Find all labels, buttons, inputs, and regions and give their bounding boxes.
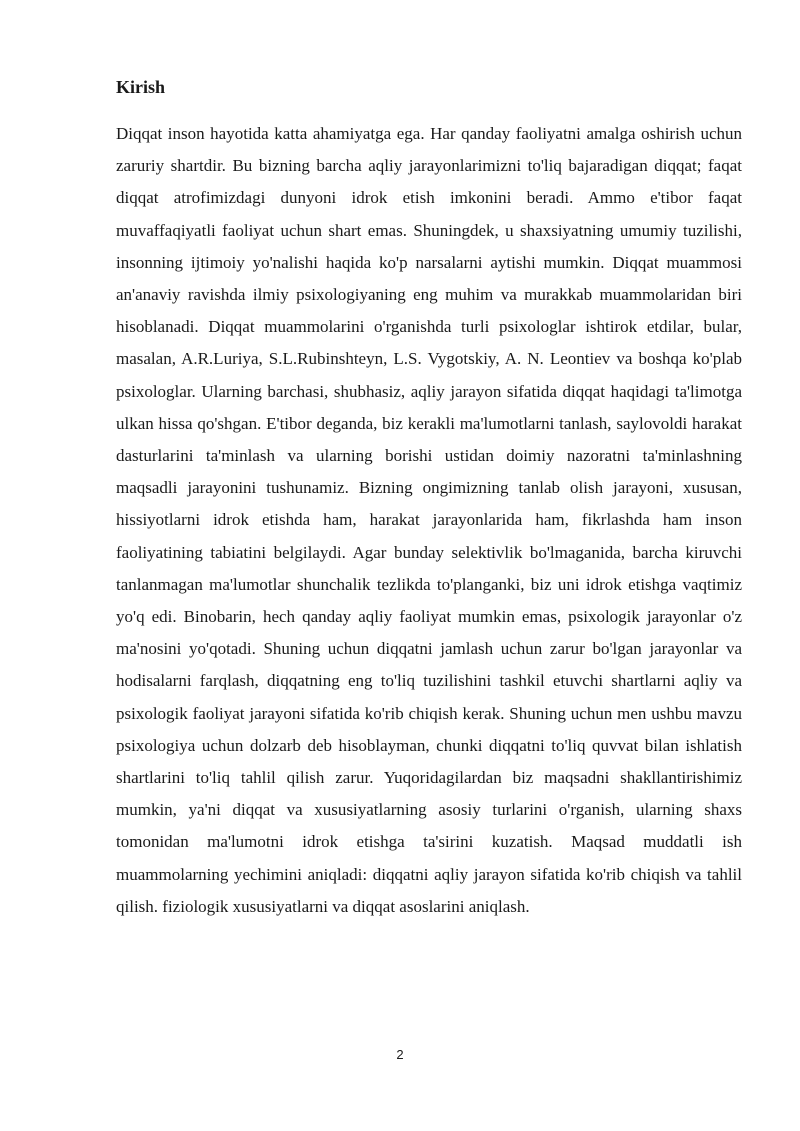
section-heading: Kirish bbox=[116, 77, 166, 97]
page-number: 2 bbox=[396, 1047, 404, 1062]
body-paragraph: Diqqat inson hayotida katta ahamiyatga ega. Har qanday faoliyatni amalga oshirish uchun zaruriy shartdir. Bu bizning barcha aqliy jarayonlarimizni to'liq bajaradigan diqqat; faqat diqqat atrofimizdagi dunyoni idrok etish imkonini beradi. Ammo e'tibor faqat muvaffaqiyatli faoliyat uchun shart emas. Shuningdek, u shaxsiyatning umumiy tuzilishi, insonning ijtimoiy yo'nalishi haqida ko'p narsalarni aytishi mumkin. Diqqat muammosi an'anaviy ravishda ilmiy psixologiyaning eng muhim va murakkab muammolaridan biri hisoblanadi. Diqqat muammolarini o'rganishda turli psixologlar ishtirok etdilar, bular, masalan, A.R.Luriya, S.L.Rubinshteyn, L.S. Vygotskiy, A. N. Leontiev va boshqa ko'plab psixologlar. Ularning barchasi, shubhasiz, aqliy jarayon sifatida diqqat haqidagi ta'limotga ulkan hissa qo'shgan. E'tibor deganda, biz kerakli ma'lumotlarni tanlash, saylovoldi harakat dasturlarini ta'minlash va ularning borishi ustidan doimiy nazoratni ta'minlashning maqsadli jarayonini tushunamiz. Bizning ongimizning tanlab olish jarayoni, xususan, hissiyotlarni idrok etishda ham, harakat jarayonlarida ham, fikrlashda ham inson faoliyatining tabiatini belgilaydi. Agar bunday selektivlik bo'lmaganida, barcha kiruvchi tanlanmagan ma'lumotlar shunchalik tezlikda to'planganki, biz uni idrok etishga vaqtimiz yo'q edi. Binobarin, hech qanday aqliy faoliyat mumkin emas, psixologik jarayonlar o'z ma'nosini yo'qotadi. Shuning uchun diqqatni jamlash uchun zarur bo'lgan jarayonlar va hodisalarni farqlash, diqqatning eng to'liq tuzilishini tashkil etuvchi shartlarni aqliy va psixologik faoliyat jarayoni sifatida ko'rib chiqish kerak. Shuning uchun men ushbu mavzu psixologiya uchun dolzarb deb hisoblayman, chunki diqqatni to'liq quvvat bilan ishlatish shartlarini to'liq tahlil qilish zarur. Yuqoridagilardan biz maqsadni shakllantirishimiz mumkin, ya'ni diqqat va xususiyatlarning asosiy turlarini o'rganish, ularning shaxs tomonidan ma'lumotni idrok etishga ta'sirini kuzatish. Maqsad muddatli ish muammolarning yechimini aniqladi: diqqatni aqliy jarayon sifatida ko'rib chiqish va tahlil qilish. fiziologik xususiyatlarni va diqqat asoslarini aniqlash. bbox=[116, 124, 742, 916]
